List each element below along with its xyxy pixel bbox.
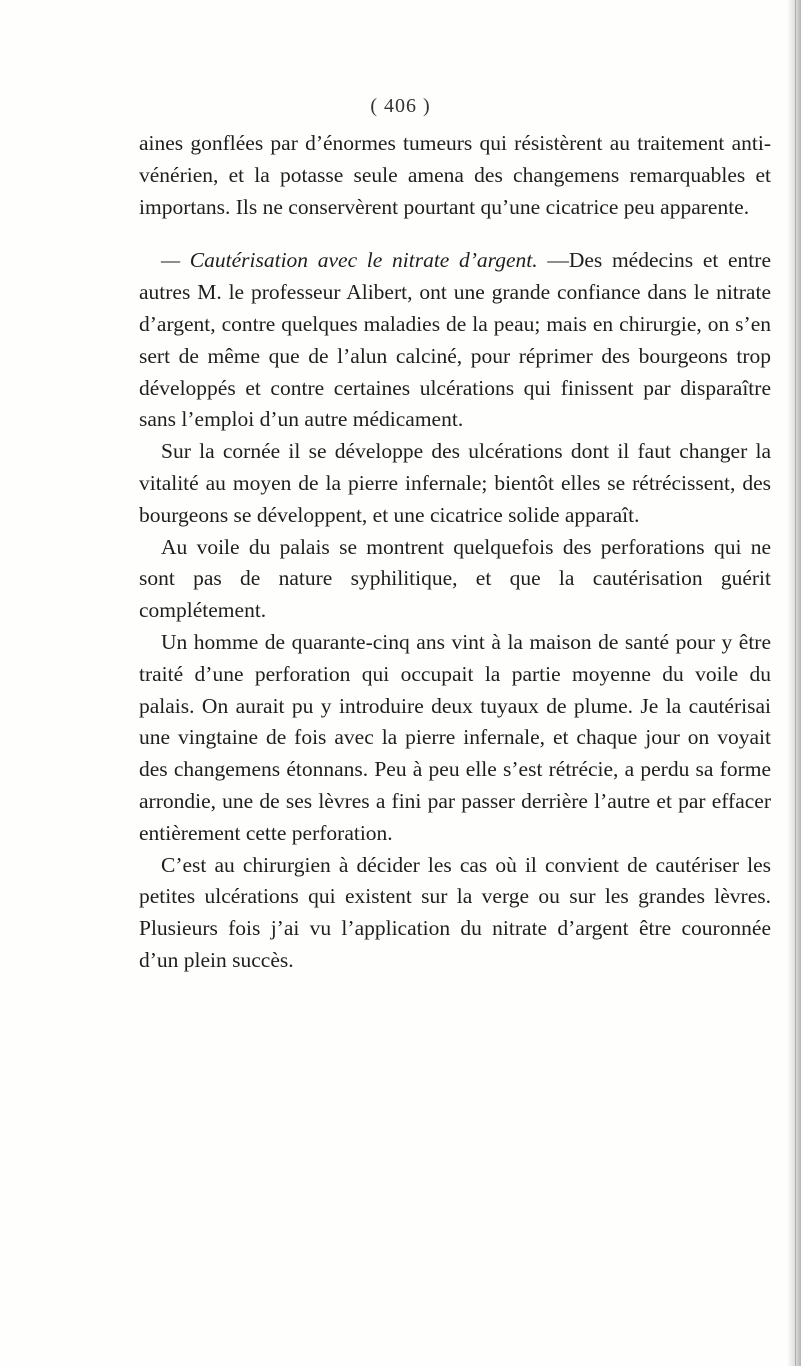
page-number: ( 406 ) [370,95,431,117]
paragraph-3: Sur la cornée il se développe des ulcérations dont il faut changer la vitalité au moyen de la pierre infernale; bientôt elles se rétrécissent, des bourgeons se développent, et une cicatrice solide apparaît. [139,439,771,527]
page-edge-line [795,0,796,1366]
section-heading: — Cautérisation avec le nitrate d’argent. [161,248,538,273]
page-edge-shadow [787,0,801,1366]
paragraph-6: C’est au chirurgien à décider les cas où il convient de cautériser les petites ulcérations qui existent sur la verge ou sur les grandes lèvres. Plusieurs fois j’ai vu l’application du nitrate d’argent être couronnée d’un plein succès. [139,852,771,972]
paragraph-5: Un homme de quarante-cinq ans vint à la maison de santé pour y être traité d’une perforation qui occupait la partie moyenne du voile du palais. On aurait pu y introduire deux tuyaux de plume. Je la cautérisai une vingtaine de fois avec la pierre infernale, et chaque jour on voyait des changemens étonnans. Peu à peu elle s’est rétrécie, a perdu sa forme arrondie, une de ses lèvres a fini par passer derrière l’autre et par effacer entièrement cette perforation. [139,629,771,845]
paragraph-2-body: —Des médecins et entre autres M. le professeur Alibert, ont une grande confiance dans le nitrate d’argent, contre quelques maladies de la peau; mais en chirurgie, on s’en sert de même que de l’alun calciné, pour réprimer des bourgeons trop développés et contre certaines ulcérations qui finissent par disparaître sans l’emploi d’un autre médicament. [139,248,771,432]
paragraph-1: aines gonflées par d’énormes tumeurs qui résistèrent au traitement anti-vénérien, et la potasse seule amena des changemens remarquables et importans. Ils ne conservèrent pourtant qu’une cicatrice peu apparente. [139,131,771,219]
paragraph-2 [139,245,771,436]
paragraph-4: Au voile du palais se montrent quelquefois des perforations qui ne sont pas de nature syphilitique, et que la cautérisation guérit complétement. [139,534,771,623]
body-text [139,128,771,977]
